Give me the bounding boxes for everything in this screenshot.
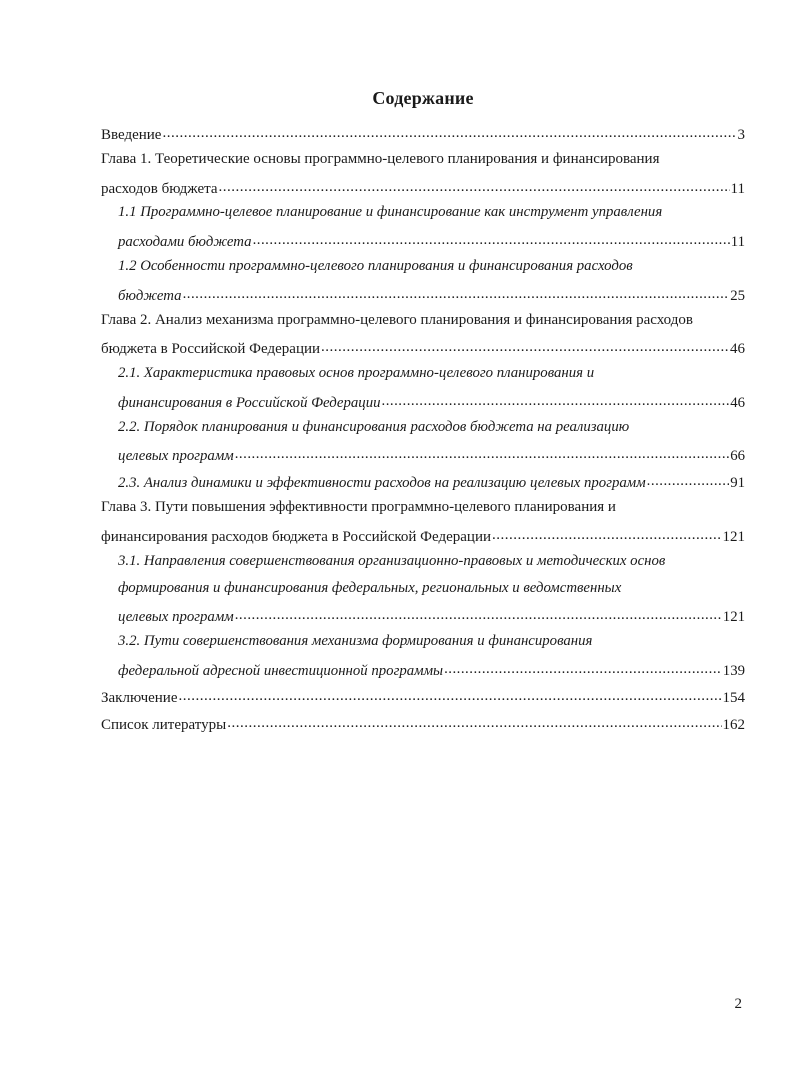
toc-page-number: 121 — [722, 609, 745, 626]
toc-page-number: 46 — [730, 394, 745, 411]
toc-page-number: 91 — [730, 475, 745, 492]
dot-leader — [382, 392, 730, 407]
toc-section-1-1-cont — [101, 231, 745, 258]
toc-page-number: 25 — [730, 287, 745, 304]
toc-page-number: 11 — [730, 233, 745, 250]
toc-references — [101, 714, 745, 741]
dot-leader — [253, 231, 730, 246]
toc-entry-text: Глава 3. Пути повышения эффективности программно-целевого планирования и — [101, 499, 616, 516]
toc-entry-text: 2.2. Порядок планирования и финансирования расходов бюджета на реализацию — [118, 418, 630, 435]
dot-leader — [179, 687, 722, 702]
dot-leader — [219, 178, 730, 193]
toc-entry-text: бюджета — [118, 287, 182, 304]
toc-entry-text: Заключение — [101, 689, 178, 706]
toc-page-number: 121 — [722, 528, 745, 545]
dot-leader — [235, 446, 729, 461]
toc-entry-text: 3.1. Направления совершенствования организационно-правовых и методических основ — [118, 552, 666, 569]
dot-leader — [183, 285, 730, 300]
toc-entry-text: формирования и финансирования федеральных, региональных и ведомственных — [118, 579, 622, 596]
toc-page-number: 11 — [730, 180, 745, 197]
dot-leader — [227, 714, 721, 729]
toc-entry-text: Глава 2. Анализ механизма программно-целевого планирования и финансирования расходов — [101, 311, 693, 328]
toc-section-3-1-cont-2 — [101, 606, 745, 633]
table-of-contents — [101, 124, 745, 740]
toc-chapter-1 — [101, 151, 745, 178]
dot-leader — [647, 472, 730, 487]
toc-page-number: 66 — [730, 448, 745, 465]
dot-leader — [492, 526, 722, 541]
toc-section-2-1-cont — [101, 392, 745, 419]
toc-entry-text: Глава 1. Теоретические основы программно-целевого планирования и финансирования — [101, 150, 660, 167]
toc-chapter-1-cont — [101, 178, 745, 205]
toc-page-number: 139 — [722, 662, 745, 679]
toc-section-1-2-cont — [101, 285, 745, 312]
toc-entry-text: бюджета в Российской Федерации — [101, 341, 321, 358]
toc-entry-text: Введение — [101, 127, 162, 143]
toc-section-2-2-cont — [101, 446, 745, 473]
dot-leader — [162, 124, 736, 139]
toc-entry-text: 1.1 Программно-целевое планирование и финансирование как инструмент управления — [118, 204, 663, 221]
dot-leader — [235, 606, 722, 621]
toc-chapter-3 — [101, 499, 745, 526]
toc-entry-text: 2.1. Характеристика правовых основ программно-целевого планирования и — [118, 365, 595, 382]
toc-chapter-2 — [101, 312, 745, 339]
toc-entry-text: расходов бюджета — [101, 180, 218, 197]
toc-entry-text: целевых программ — [118, 609, 234, 626]
toc-entry-text: 3.2. Пути совершенствования механизма формирования и финансирования — [118, 633, 593, 650]
toc-entry-text: 1.2 Особенности программно-целевого планирования и финансирования расходов — [118, 257, 633, 274]
toc-chapter-2-cont — [101, 338, 745, 365]
toc-chapter-3-cont — [101, 526, 745, 553]
toc-section-3-1 — [101, 553, 745, 580]
toc-page-number: 3 — [737, 127, 745, 143]
toc-section-1-1 — [101, 204, 745, 231]
toc-section-3-2-cont — [101, 660, 745, 687]
toc-section-1-2 — [101, 258, 745, 285]
toc-section-2-1 — [101, 365, 745, 392]
toc-page-number: 46 — [730, 341, 745, 358]
dot-leader — [321, 338, 729, 353]
toc-entry-text: целевых программ — [118, 448, 234, 465]
toc-entry-text: финансирования в Российской Федерации — [118, 394, 381, 411]
toc-conclusion — [101, 687, 745, 714]
toc-entry-text: Список литературы — [101, 716, 227, 733]
page-title: Содержание — [372, 88, 474, 108]
toc-section-2-3 — [101, 472, 745, 499]
dot-leader — [444, 660, 722, 675]
toc-entry-text: федеральной адресной инвестиционной программы — [118, 662, 444, 679]
toc-intro — [101, 124, 745, 151]
toc-entry-text: финансирования расходов бюджета в Российской Федерации — [101, 528, 491, 545]
toc-section-3-1-cont — [101, 580, 745, 607]
toc-entry-text: 2.3. Анализ динамики и эффективности расходов на реализацию целевых программ — [118, 475, 646, 492]
toc-section-3-2 — [101, 633, 745, 660]
page-number: 2 — [734, 996, 742, 1012]
toc-section-2-2 — [101, 419, 745, 446]
toc-page-number: 154 — [722, 689, 745, 706]
toc-entry-text: расходами бюджета — [118, 233, 252, 250]
toc-page-number: 162 — [722, 716, 745, 733]
